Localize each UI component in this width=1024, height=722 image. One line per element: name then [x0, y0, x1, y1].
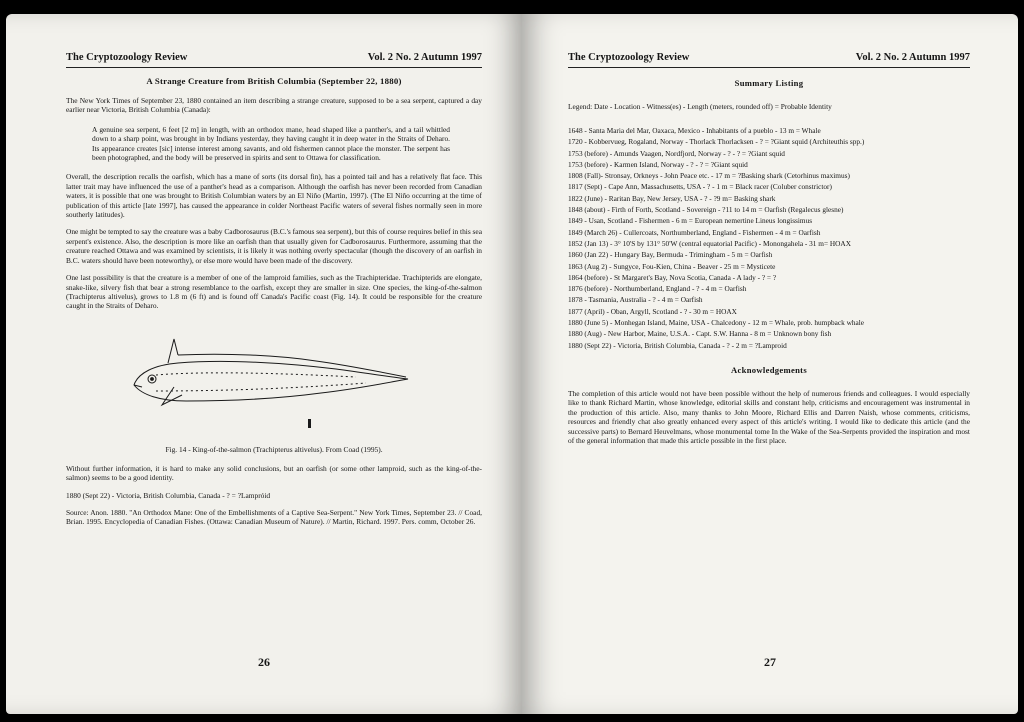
list-item: 1864 (before) - St Margaret's Bay, Nova Scotia, Canada - A lady - ? = ? [568, 272, 777, 282]
journal-title: The Cryptozoology Review [568, 52, 690, 63]
running-header [66, 52, 482, 68]
running-header [568, 52, 970, 68]
paragraph: One last possibility is that the creature is a member of one of the lamproid families, such as the Trachipteridae. Trachipterids are elongate, snake-like, silvery fish that bear a strong resemblance to the oarfish, except they are smaller in size. One species, the king-of-the-salmon (Trachipterus altivelus), grows to 1.8 m (6 ft) and is found off Canada's Pacific coast (Fig. 14). It could be responsible for the creature caught in the Straits of Deharo. [66, 273, 482, 311]
journal-title: The Cryptozoology Review [66, 52, 188, 63]
section-title: Summary Listing [734, 78, 804, 88]
list-item: 1860 (Jan 22) - Hungary Bay, Bermuda - Trimingham - 5 m = Oarfish [568, 250, 773, 260]
figure-fish-illustration [66, 319, 482, 437]
list-item: 1849 (March 26) - Cullercoats, Northumberland, England - Fishermen - 4 m = Oarfish [568, 227, 821, 237]
fish-drawing [116, 325, 416, 435]
list-item: 1753 (before) - Amunds Vaagen, Nordfjord, Norway - ? - ? = ?Giant squid [568, 148, 785, 158]
page-number: 26 [258, 655, 270, 669]
article-title: A Strange Creature from British Columbia (September 22, 1880) [146, 76, 402, 86]
page-number: 27 [764, 655, 776, 669]
summary-line: 1880 (Sept 22) - Victoria, British Columbia, Canada - ? = ?Lampróid [66, 490, 271, 500]
list-item: 1880 (June 5) - Monhegan Island, Maine, USA - Chalcedony - 12 m = Whale, prob. humpback whale [568, 318, 864, 328]
list-item: 1876 (before) - Northumberland, England - ? - 4 m = Oarfish [568, 284, 747, 294]
list-item: 1822 (June) - Raritan Bay, New Jersey, USA - ? - ?9 m= Basking shark [568, 193, 776, 203]
issue-label: Vol. 2 No. 2 Autumn 1997 [367, 52, 482, 63]
list-item: 1880 (Aug) - New Harbor, Maine, U.S.A. - Capt. S.W. Hanna - 8 m = Unknown bony fish [568, 329, 832, 339]
list-item: 1852 (Jan 13) - 3° 10'S by 131° 50'W (central equatorial Pacific) - Monongahela - 31 m= HOAX [568, 238, 851, 248]
list-item: 1878 - Tasmania, Australia - ? - 4 m = Oarfish [568, 295, 703, 305]
summary-listing [568, 125, 970, 351]
source-citation: Source: Anon. 1880. "An Orthodox Mane: One of the Embellishments of a Captive Sea-Serpent." New York Times, September 23. // Coad, Brian. 1995. Encyclopedia of Canadian Fishes. (Ottawa: Canadian Museum of Nature). // Martin, Richard. 1997. Pers. comm, October 26. [66, 507, 482, 527]
list-item: 1753 (before) - Karmen Island, Norway - ? - ? = ?Giant squid [568, 159, 748, 169]
block-quote: A genuine sea serpent, 6 feet [2 m] in length, with an orthodox mane, head shaped like a panther's, and a tail whittled down to a sharp point, was brought in by Indians yesterday, they having caught it in deep water in the Straits of Deharo. Its appearance creates [sic] intense interest among savants, and old fishermen cannot place the monster. The serpent has been photographed, and the body will be preserved in spirits and sent to Ottawa for classification. [92, 124, 450, 163]
list-item: 1808 (Fall)- Stronsay, Orkneys - John Peace etc. - 17 m = ?Basking shark (Cetorhinus maximus) [568, 171, 850, 181]
figure-caption: Fig. 14 - King-of-the-salmon (Trachipterus altivelus). From Coad (1995). [165, 444, 383, 454]
list-item: 1817 (Sept) - Cape Ann, Massachusetts, USA - ? - 1 m = Black racer (Coluber constrictor) [568, 182, 832, 192]
paragraph: One might be tempted to say the creature was a baby Cadborosaurus (B.C.'s famous sea serpent), but this of course requires belief in this sea serpent's existence. Also, the description is more like an oarfish than that usually given for Cadborosaurus. Furthermore, assuming that the creature reached Ottawa and was examined by scientists, it is likely it was nothing overly spectacular (though the discovery of an oarfish in B.C. waters should have been noteworthy), or else more would have been made of the discovery. [66, 227, 482, 265]
list-item: 1877 (April) - Oban, Argyll, Scotland - ? - 30 m = HOAX [568, 306, 737, 316]
list-item: 1849 - Usan, Scotland - Fishermen - 6 m = European nemertine Lineus longissimus [568, 216, 813, 226]
acknowledgements-title: Acknowledgements [731, 364, 807, 375]
list-item: 1848 (about) - Firth of Forth, Scotland - Sovereign - ?11 to 14 m = Oarfish (Regalecus glesne) [568, 205, 844, 215]
paragraph: Without further information, it is hard to make any solid conclusions, but an oarfish (or some other lamproid, such as the king-of-the-salmon) seems to be a good identity. [66, 463, 482, 483]
left-page [6, 14, 522, 714]
legend-line: Legend: Date - Location - Witness(es) - Length (meters, rounded off) = Probable Identity [568, 102, 832, 111]
right-page [522, 14, 1018, 714]
list-item: 1863 (Aug 2) - Sungyce, Fou-Kien, China - Beaver - 25 m = Mysticete [568, 261, 776, 271]
paragraph: Overall, the description recalls the oarfish, which has a mane of sorts (its dorsal fin), has a pointed tail and has a relatively flat face. This latter trait may have influenced the use of a panther's head as a comparison. Although the oarfish has never been recorded from Canadian waters, it is possible that one was brought to British Columbian waters by an El Niño (Martin, 1997). (The El Niño occurring at the time of publication of this article [late 1997], has caused the appearance in colder Northeast Pacific waters of several fishes normally seen in more southerly latitudes). [66, 172, 482, 220]
list-item: 1880 (Sept 22) - Victoria, British Columbia, Canada - ? - 2 m = ?Lamproid [568, 340, 787, 350]
list-item: 1648 - Santa Maria del Mar, Oaxaca, Mexico - Inhabitants of a pueblo - 13 m = Whale [568, 126, 821, 135]
acknowledgements-text: The completion of this article would not have been possible without the help of numerous friends and colleagues. I would especially like to thank Richard Martin, whose knowledge, editorial skills and constant help, criticisms and encouragement was instrumental in the production of this article. Also, many thanks to John Moore, Richard Ellis and Darren Naish, whose comments, criticisms, resources and friendly chat also greatly enhanced every aspect of this article's writing. I would like to dedicate this article (and the successive parts) to Bernard Heuvelmans, whose monumental tome In the Wake of the Sea-Serpents provided the inspiration and most of the general information that made this article possible in the first place. [568, 388, 970, 445]
paragraph: The New York Times of September 23, 1880 contained an item describing a strange creature, supposed to be a sea serpent, captured a day earlier near Victoria, British Columbia (Canada): [66, 96, 482, 115]
list-item: 1720 - Kobbervueg, Rogaland, Norway - Thorlack Thorlacksen - ? = ?Giant squid (Architeuthis spp.) [568, 137, 865, 147]
issue-label: Vol. 2 No. 2 Autumn 1997 [855, 52, 970, 63]
